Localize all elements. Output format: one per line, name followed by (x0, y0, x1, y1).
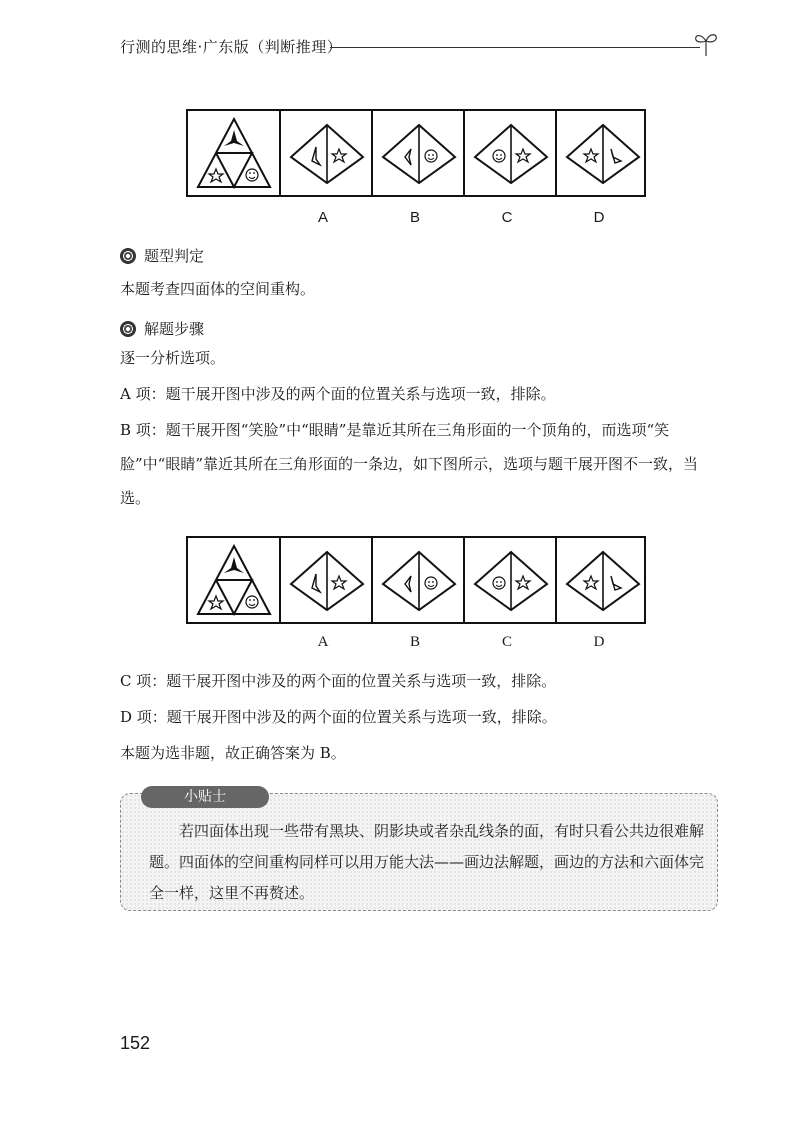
option-d-diamond (557, 111, 649, 195)
section-heading-steps (120, 318, 204, 339)
steps-intro: 逐一分析选项。 (120, 349, 226, 367)
option-c-cell (463, 111, 555, 195)
option-d-cell (555, 538, 646, 622)
option-a-cell (279, 538, 371, 622)
running-header (120, 28, 720, 58)
option-c-cell (463, 538, 555, 622)
option-c-diamond (465, 111, 557, 195)
option-label-d: D (593, 209, 605, 226)
option-a-cell (279, 111, 371, 195)
net-diagram (188, 538, 280, 622)
figure-2 (186, 536, 646, 624)
option-b-analysis: B 项：题干展开图“笑脸”中“眼睛”是靠近其所在三角形面的一个顶角的，而选项“笑脸”中“眼睛”靠近其所在三角形面的一条边，如下图所示，选项与题干展开图不一致，当选。 (120, 421, 699, 507)
option-label-a: A (317, 209, 328, 226)
tip-box (120, 789, 718, 911)
figure-1-labels (186, 209, 646, 229)
answer-text: 本题为选非题，故正确答案为 B。 (120, 744, 346, 762)
option-label-c: C (501, 209, 513, 226)
sprout-icon (692, 28, 720, 58)
option-label-b: B (409, 634, 420, 650)
option-a-analysis: A 项：题干展开图中涉及的两个面的位置关系与选项一致，排除。 (120, 385, 556, 403)
option-label-b: B (409, 209, 420, 226)
spiral-bullet-icon (120, 248, 136, 264)
option-c-analysis: C 项：题干展开图中涉及的两个面的位置关系与选项一致，排除。 (120, 672, 557, 690)
figure-1 (186, 109, 646, 197)
net-diagram (188, 111, 280, 195)
option-b-diamond (373, 538, 465, 622)
option-d-analysis: D 项：题干展开图中涉及的两个面的位置关系与选项一致，排除。 (120, 708, 557, 726)
option-c-diamond (465, 538, 557, 622)
section-heading-text: 题型判定 (144, 247, 205, 265)
section-heading-text: 解题步骤 (144, 320, 205, 338)
option-label-d: D (593, 634, 605, 650)
option-a-diamond (281, 538, 373, 622)
option-d-diamond (557, 538, 649, 622)
spiral-bullet-icon (120, 321, 136, 337)
option-label-a: A (317, 634, 329, 650)
type-text: 本题考查四面体的空间重构。 (120, 280, 316, 298)
header-rule (330, 47, 700, 48)
option-d-cell (555, 111, 646, 195)
option-label-c: C (501, 634, 512, 650)
option-b-cell (371, 538, 463, 622)
option-b-diamond (373, 111, 465, 195)
option-b-cell (371, 111, 463, 195)
option-a-diamond (281, 111, 373, 195)
tip-badge: 小贴士 (141, 786, 269, 808)
header-title: 行测的思维·广东版（判断推理） (120, 38, 343, 56)
tip-text: 若四面体出现一些带有黑块、阴影块或者杂乱线条的面，有时只看公共边很难解题。四面体的空间重构同样可以用万能大法——画边法解题，画边的方法和六面体完全一样，这里不再赘述。 (149, 822, 705, 902)
section-heading-type (120, 245, 204, 266)
figure-2-labels (186, 634, 646, 654)
page-number: 152 (120, 1033, 151, 1053)
